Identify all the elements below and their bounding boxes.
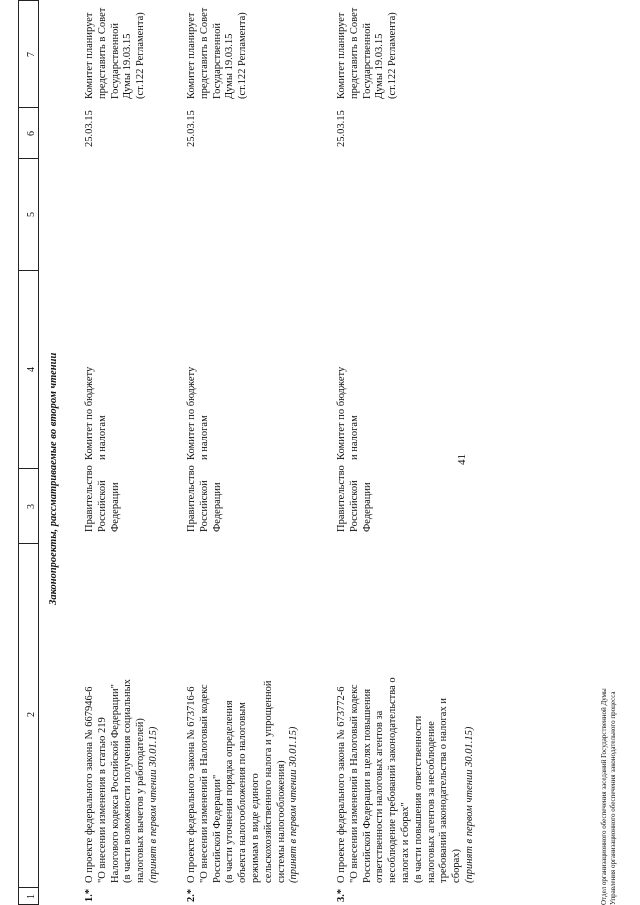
column-header-3: 3 — [26, 504, 37, 509]
plan-line: Комитет планирует — [186, 12, 197, 99]
bill-line: О проекте федерального закона № 667946-6 — [84, 686, 95, 883]
date: 25.03.15 — [336, 110, 347, 147]
committee-line: и налогам — [96, 415, 108, 460]
date: 25.03.15 — [84, 110, 95, 147]
initiator-line: Федерации — [109, 482, 121, 532]
committee-line: Комитет по бюджету — [186, 366, 197, 460]
bill-line: О проекте федерального закона № 673716-6 — [186, 686, 197, 883]
footer-line: Отдел организационного обеспечения заседаний Государственной Думы — [600, 688, 608, 905]
bill-description — [84, 553, 161, 883]
row-number: 2.* — [186, 888, 197, 902]
plan-line: Комитет планирует — [336, 12, 347, 99]
bill-line: несоблюдение требований законодательства о — [387, 677, 399, 883]
committee-line: Комитет по бюджету — [336, 366, 347, 460]
column-header-1: 1 — [26, 894, 37, 899]
col-divider — [18, 158, 38, 159]
column-header-4: 4 — [26, 367, 37, 372]
committee-line: Комитет по бюджету — [84, 366, 95, 460]
committee — [84, 330, 110, 460]
initiator-line: Федерации — [211, 482, 223, 532]
section-title: Законопроекты, рассматриваемые во втором чтении — [48, 352, 59, 605]
bill-line: требований законодательства о налогах и — [438, 698, 450, 883]
footer-line: Управления организационного обеспечения законодательного процесса — [608, 691, 617, 905]
initiator-line: Российской — [96, 480, 108, 532]
bill-line: (в части возможности получения социальных — [122, 679, 134, 883]
plan-note — [336, 0, 400, 99]
column-header-7: 7 — [26, 52, 37, 57]
plan-line: (ст.122 Регламента) — [135, 12, 147, 99]
plan-line: Думы 19.03.15 — [224, 33, 236, 99]
plan-line: Думы 19.03.15 — [122, 33, 134, 99]
header-top-rule — [18, 0, 19, 905]
plan-line: Комитет планирует — [84, 12, 95, 99]
bill-line: (в части уточнения порядка определения — [224, 700, 236, 883]
col-divider — [18, 107, 38, 108]
bill-line: объекта налогообложения по налоговым — [237, 702, 249, 883]
bill-line: Российской Федерации" — [211, 774, 223, 883]
initiator-line: Российской — [348, 480, 360, 532]
bill-line: режимам в виде единого — [249, 773, 261, 883]
plan-note — [186, 0, 250, 99]
bill-line: "О внесении изменений в Налоговый кодекс — [198, 684, 210, 883]
bill-line-status: (принят в первом чтении 30.01.15) — [463, 726, 475, 883]
col-divider — [18, 270, 38, 271]
bill-line: сборах) — [451, 848, 463, 883]
col-divider — [18, 543, 38, 544]
initiator-line: Правительство — [186, 465, 197, 532]
plan-line: Государственной — [109, 23, 121, 99]
initiator-line: Правительство — [84, 465, 95, 532]
initiator-line: Российской — [198, 480, 210, 532]
col-divider — [18, 0, 38, 1]
bill-line-status: (принят в первом чтении 30.01.15) — [147, 726, 159, 883]
bill-line: Налогового кодекса Российской Федерации" — [109, 684, 121, 883]
committee-line: и налогам — [348, 415, 360, 460]
column-header-2: 2 — [26, 712, 37, 717]
bill-line-status: (принят в первом чтении 30.01.15) — [288, 726, 300, 883]
col-divider — [18, 468, 38, 469]
committee — [336, 330, 362, 460]
bill-line: "О внесении изменения в статью 219 — [96, 717, 108, 883]
plan-line: представить в Совет — [348, 7, 360, 99]
footer — [600, 688, 618, 905]
committee — [186, 330, 212, 460]
page-number: 41 — [456, 454, 468, 465]
row-number: 1.* — [84, 888, 95, 902]
plan-line: Думы 19.03.15 — [374, 33, 386, 99]
plan-line: Государственной — [361, 23, 373, 99]
committee-line: и налогам — [198, 415, 210, 460]
bill-line: (в части повышения ответственности — [412, 715, 424, 883]
bill-line: системы налогообложения) — [275, 760, 287, 883]
bill-description — [336, 553, 477, 883]
bill-description — [186, 553, 301, 883]
date: 25.03.15 — [186, 110, 197, 147]
plan-note — [84, 0, 148, 99]
col-divider — [18, 887, 38, 888]
initiator-line: Правительство — [336, 465, 347, 532]
plan-line: (ст.122 Регламента) — [237, 12, 249, 99]
bill-line: налогах и сборах" — [399, 802, 411, 883]
plan-line: Государственной — [211, 23, 223, 99]
bill-line: Российской Федерации в целях повышения — [361, 688, 373, 883]
bill-line: "О внесении изменений в Налоговый кодекс — [348, 684, 360, 883]
bill-line: О проекте федерального закона № 673772-6 — [336, 686, 347, 883]
column-header-6: 6 — [26, 131, 37, 136]
plan-line: представить в Совет — [198, 7, 210, 99]
bill-line: налоговых агентов за несоблюдение — [425, 721, 437, 883]
plan-line: представить в Совет — [96, 7, 108, 99]
bill-line: сельскохозяйственного налога и упрощенной — [262, 680, 274, 883]
row-number: 3.* — [336, 888, 347, 902]
bill-line: налоговых вычетов у работодателей) — [135, 718, 147, 883]
initiator-line: Федерации — [361, 482, 373, 532]
plan-line: (ст.122 Регламента) — [387, 12, 399, 99]
bill-line: ответственности налоговых агентов за — [374, 710, 386, 883]
column-header-5: 5 — [26, 212, 37, 217]
